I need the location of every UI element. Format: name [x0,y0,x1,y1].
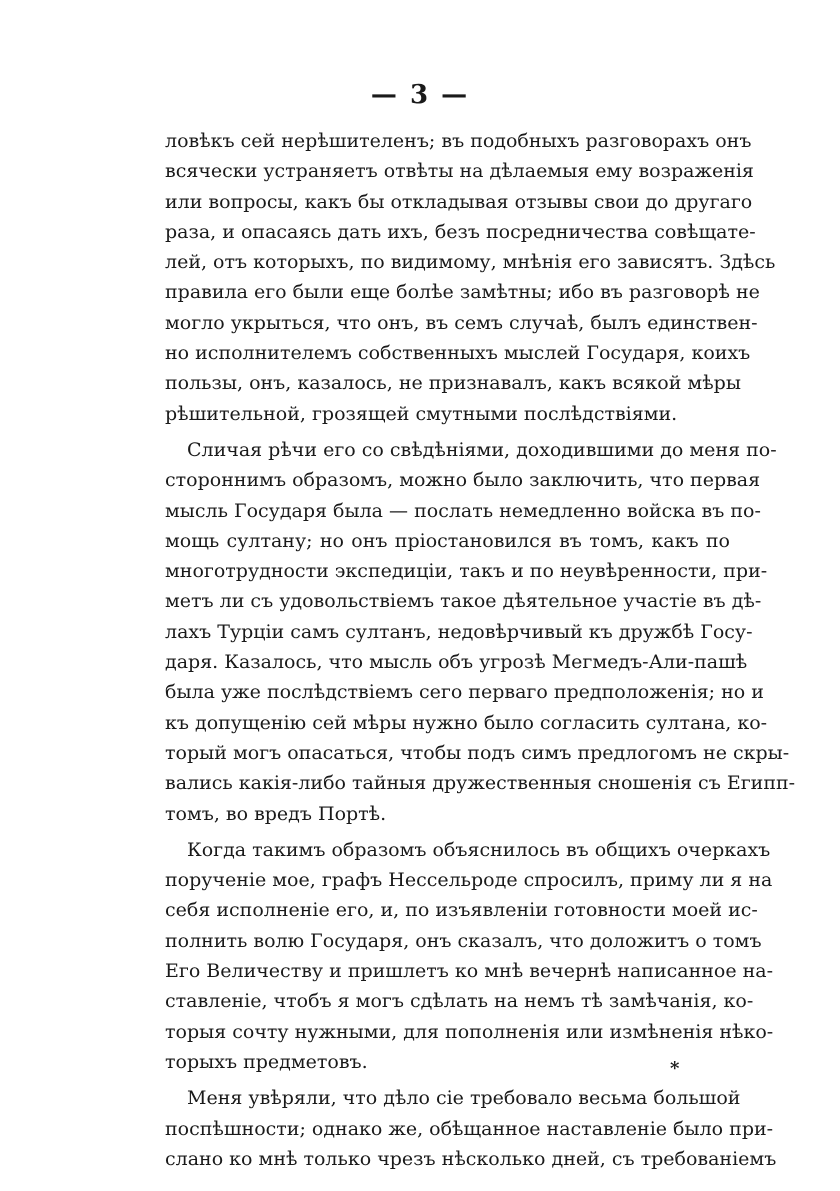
body-text [165,126,796,1180]
text-line: торый могъ опасаться, чтобы подъ симъ предлогомъ не скры- [165,741,790,764]
paragraph-4 [165,1083,777,1174]
text-line: мощь султану; но онъ пріостановился въ томъ, какъ по [165,529,730,552]
footnote-mark: * [670,1058,680,1079]
text-line: слано ко мнѣ только чрезъ нѣсколько дней, съ требованіемъ [165,1147,777,1170]
paragraph-1 [165,126,776,429]
text-line: была уже послѣдствіемъ сего перваго предположенія; но и [165,681,764,704]
text-line: могло укрыться, что онъ, въ семъ случаѣ, былъ единствен- [165,311,758,334]
text-line: томъ, во вредъ Портѣ. [165,802,387,825]
text-line: вались какія-либо тайныя дружественныя сношенія съ Египп- [165,772,796,795]
text-line: правила его были еще болѣе замѣтны; ибо въ разговорѣ не [165,281,760,304]
text-line: ставленіе, чтобъ я могъ сдѣлать на немъ тѣ замѣчанія, ко- [165,990,754,1013]
text-line: лахъ Турціи самъ султанъ, недовѣрчивый къ дружбѣ Госу- [165,620,753,643]
text-line: торыя сочту нужными, для пополненія или измѣненія нѣко- [165,1020,774,1043]
text-line: порученіе мое, графъ Нессельроде спросилъ, приму ли я на [165,869,773,892]
text-line: многотрудности экспедиціи, такъ и по неувѣренности, при- [165,560,768,583]
text-line: ловѣкъ сей нерѣшителенъ; въ подобныхъ разговорахъ онъ [165,130,752,152]
text-line: стороннимъ образомъ, можно было заключить, что первая [165,469,761,492]
text-line: метъ ли съ удовольствіемъ такое дѣятельное участіе въ дѣ- [165,590,762,613]
paragraph-2 [165,435,796,829]
text-line: себя исполненіе его, и, по изъявленіи готовности моей ис- [165,899,758,922]
text-line: Меня увѣряли, что дѣло сіе требовало весьма большой [187,1087,741,1110]
text-line: или вопросы, какъ бы откладывая отзывы свои до другаго [165,190,753,213]
text-line: Сличая рѣчи его со свѣдѣніями, доходившими до меня по- [187,438,777,461]
text-line: пользы, онъ, казалось, не признавалъ, какъ всякой мѣры [165,372,741,395]
text-line: полнить волю Государя, онъ сказалъ, что доложитъ о томъ [165,929,762,952]
text-line: Его Величеству и пришлетъ ко мнѣ вечернѣ написанное на- [165,960,774,983]
paragraph-3 [165,835,774,1077]
text-line: Когда такимъ образомъ объяснилось въ общихъ очеркахъ [187,838,771,861]
text-line: къ допущенію сей мѣры нужно было согласить султана, ко- [165,711,768,734]
text-line: поспѣшности; однако же, обѣщанное наставленіе было при- [165,1117,774,1140]
text-line: всячески устраняетъ отвѣты на дѣлаемыя ему возраженія [165,160,754,183]
text-line: мысль Государя была — послать немедленно войска въ по- [165,499,761,522]
text-line: торыхъ предметовъ. [165,1050,368,1073]
text-line: лей, отъ которыхъ, по видимому, мнѣнія его зависятъ. Здѣсь [165,251,776,274]
text-line: но исполнителемъ собственныхъ мыслей Государя, коихъ [165,342,751,365]
text-line: раза, и опасаясь дать ихъ, безъ посредничества совѣщате- [165,220,756,243]
text-line: рѣшительной, грозящей смутными послѣдствіями. [165,402,678,425]
text-line: даря. Казалось, что мысль объ угрозѣ Мегмедъ-Али-пашѣ [165,651,748,674]
page-number: — 3 — [370,80,470,110]
